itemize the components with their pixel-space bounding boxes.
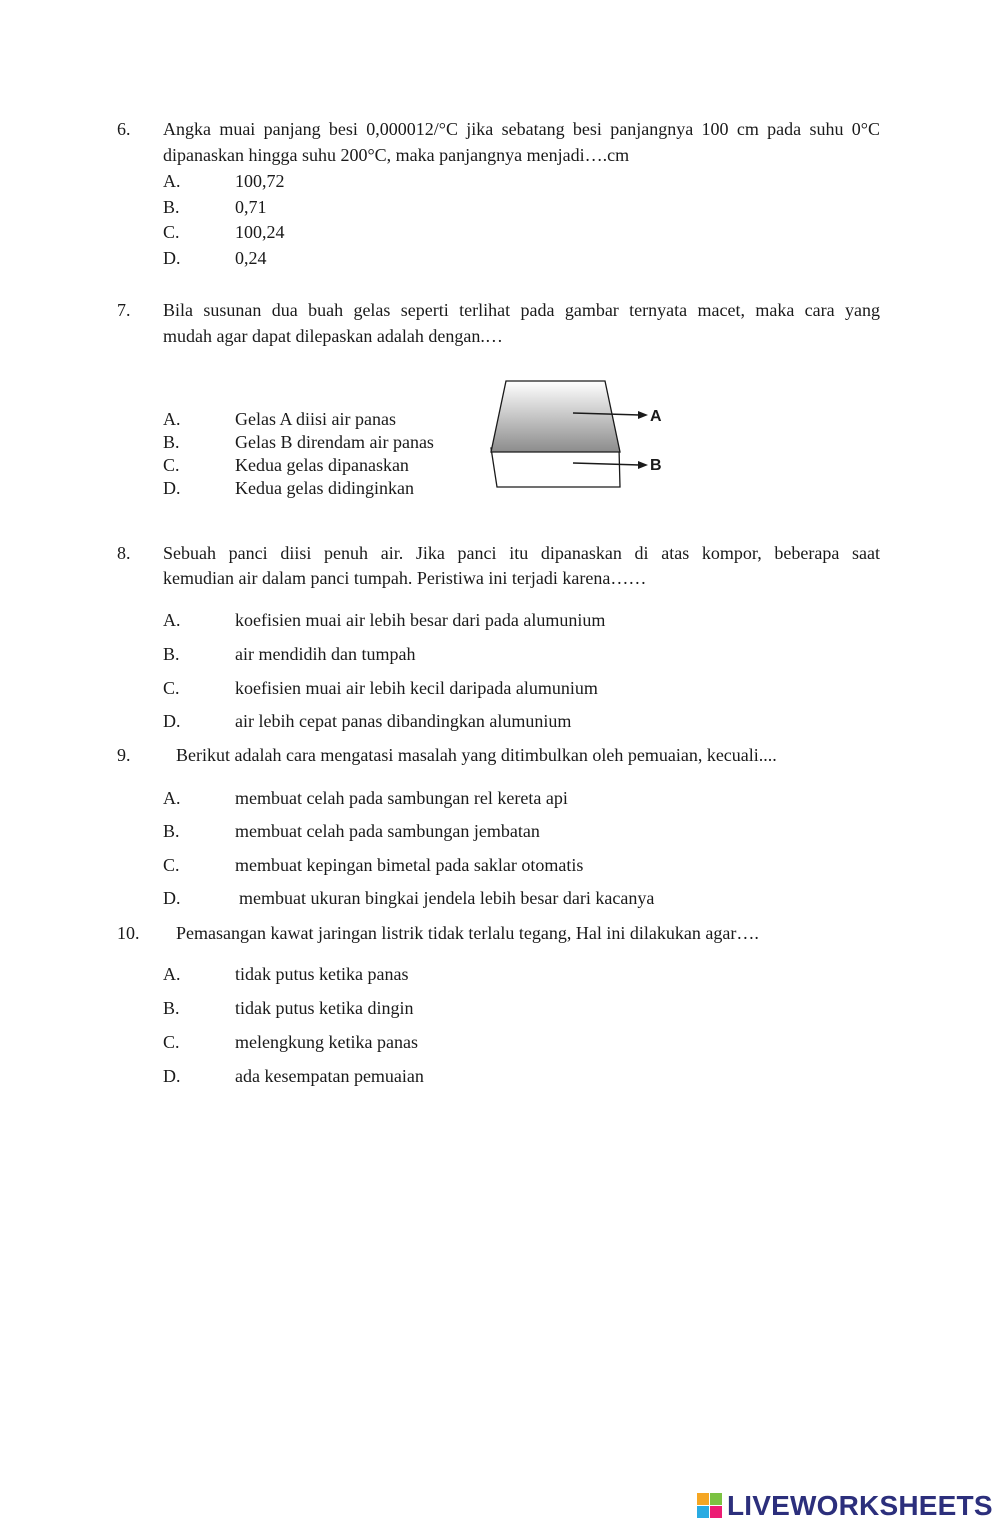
option-letter: C. [163, 222, 180, 242]
option-letter: A. [163, 964, 181, 984]
option-text: koefisien muai air lebih kecil daripada alumunium [235, 678, 598, 698]
option-text: tidak putus ketika dingin [235, 998, 414, 1018]
option-letter: D. [163, 888, 181, 908]
option-text: membuat ukuran bingkai jendela lebih besar dari kacanya [239, 888, 655, 908]
option-text: 0,24 [235, 248, 267, 268]
option-letter: A. [163, 171, 181, 191]
label-b: B [650, 457, 662, 474]
option-letter: A. [163, 788, 181, 808]
option-letter: A. [163, 610, 181, 630]
option-text: Gelas A diisi air panas [235, 409, 396, 429]
option-letter: C. [163, 1032, 180, 1052]
option-letter: C. [163, 455, 180, 475]
liveworksheets-logo-text: LIVEWORKSHEETS [727, 1490, 993, 1521]
option-text: koefisien muai air lebih besar dari pada alumunium [235, 610, 606, 630]
option-text: melengkung ketika panas [235, 1032, 418, 1052]
option-text: 100,72 [235, 171, 285, 191]
question-text: mudah agar dapat dilepaskan adalah dengan.… [163, 326, 503, 346]
option-text: membuat celah pada sambungan rel kereta api [235, 788, 568, 808]
question-number: 7. [117, 300, 131, 320]
option-text: 100,24 [235, 222, 285, 242]
glass-a [491, 381, 620, 452]
question-number: 6. [117, 119, 131, 139]
option-text: membuat celah pada sambungan jembatan [235, 821, 540, 841]
glass-b-outline [491, 448, 620, 487]
question-number: 10. [117, 923, 140, 943]
option-text: ada kesempatan pemuaian [235, 1066, 424, 1086]
question-text: Bila susunan dua buah gelas seperti terlihat pada gambar ternyata macet, maka cara yang [163, 300, 880, 320]
option-text: 0,71 [235, 197, 267, 217]
question-text: Angka muai panjang besi 0,000012/°C jika sebatang besi panjangnya 100 cm pada suhu 0°C [163, 119, 880, 139]
question-text: Sebuah panci diisi penuh air. Jika panci itu dipanaskan di atas kompor, beberapa saat [163, 543, 880, 563]
question-number: 8. [117, 543, 131, 563]
option-letter: B. [163, 998, 180, 1018]
question-number: 9. [117, 745, 131, 765]
label-a: A [650, 408, 662, 425]
option-letter: B. [163, 197, 180, 217]
stacked-glasses-figure [480, 372, 680, 492]
option-text: tidak putus ketika panas [235, 964, 409, 984]
option-text: Kedua gelas dipanaskan [235, 455, 409, 475]
option-text: air lebih cepat panas dibandingkan alumunium [235, 711, 572, 731]
option-text: membuat kepingan bimetal pada saklar otomatis [235, 855, 584, 875]
option-letter: B. [163, 432, 180, 452]
question-text: Pemasangan kawat jaringan listrik tidak terlalu tegang, Hal ini dilakukan agar…. [176, 923, 759, 943]
option-letter: B. [163, 644, 180, 664]
arrow-a-head [638, 411, 648, 419]
question-text: dipanaskan hingga suhu 200°C, maka panjangnya menjadi….cm [163, 145, 630, 165]
option-letter: D. [163, 1066, 181, 1086]
option-letter: A. [163, 409, 181, 429]
question-text: Berikut adalah cara mengatasi masalah yang ditimbulkan oleh pemuaian, kecuali.... [176, 745, 777, 765]
option-letter: D. [163, 478, 181, 498]
option-letter: C. [163, 678, 180, 698]
option-letter: C. [163, 855, 180, 875]
liveworksheets-logo[interactable] [697, 1490, 997, 1522]
question-text: kemudian air dalam panci tumpah. Peristiwa ini terjadi karena…… [163, 568, 647, 588]
option-letter: B. [163, 821, 180, 841]
option-text: Kedua gelas didinginkan [235, 478, 414, 498]
option-letter: D. [163, 248, 181, 268]
arrow-b-head [638, 461, 648, 469]
option-letter: D. [163, 711, 181, 731]
option-text: air mendidih dan tumpah [235, 644, 416, 664]
liveworksheets-logo-icon [697, 1493, 723, 1519]
option-text: Gelas B direndam air panas [235, 432, 434, 452]
